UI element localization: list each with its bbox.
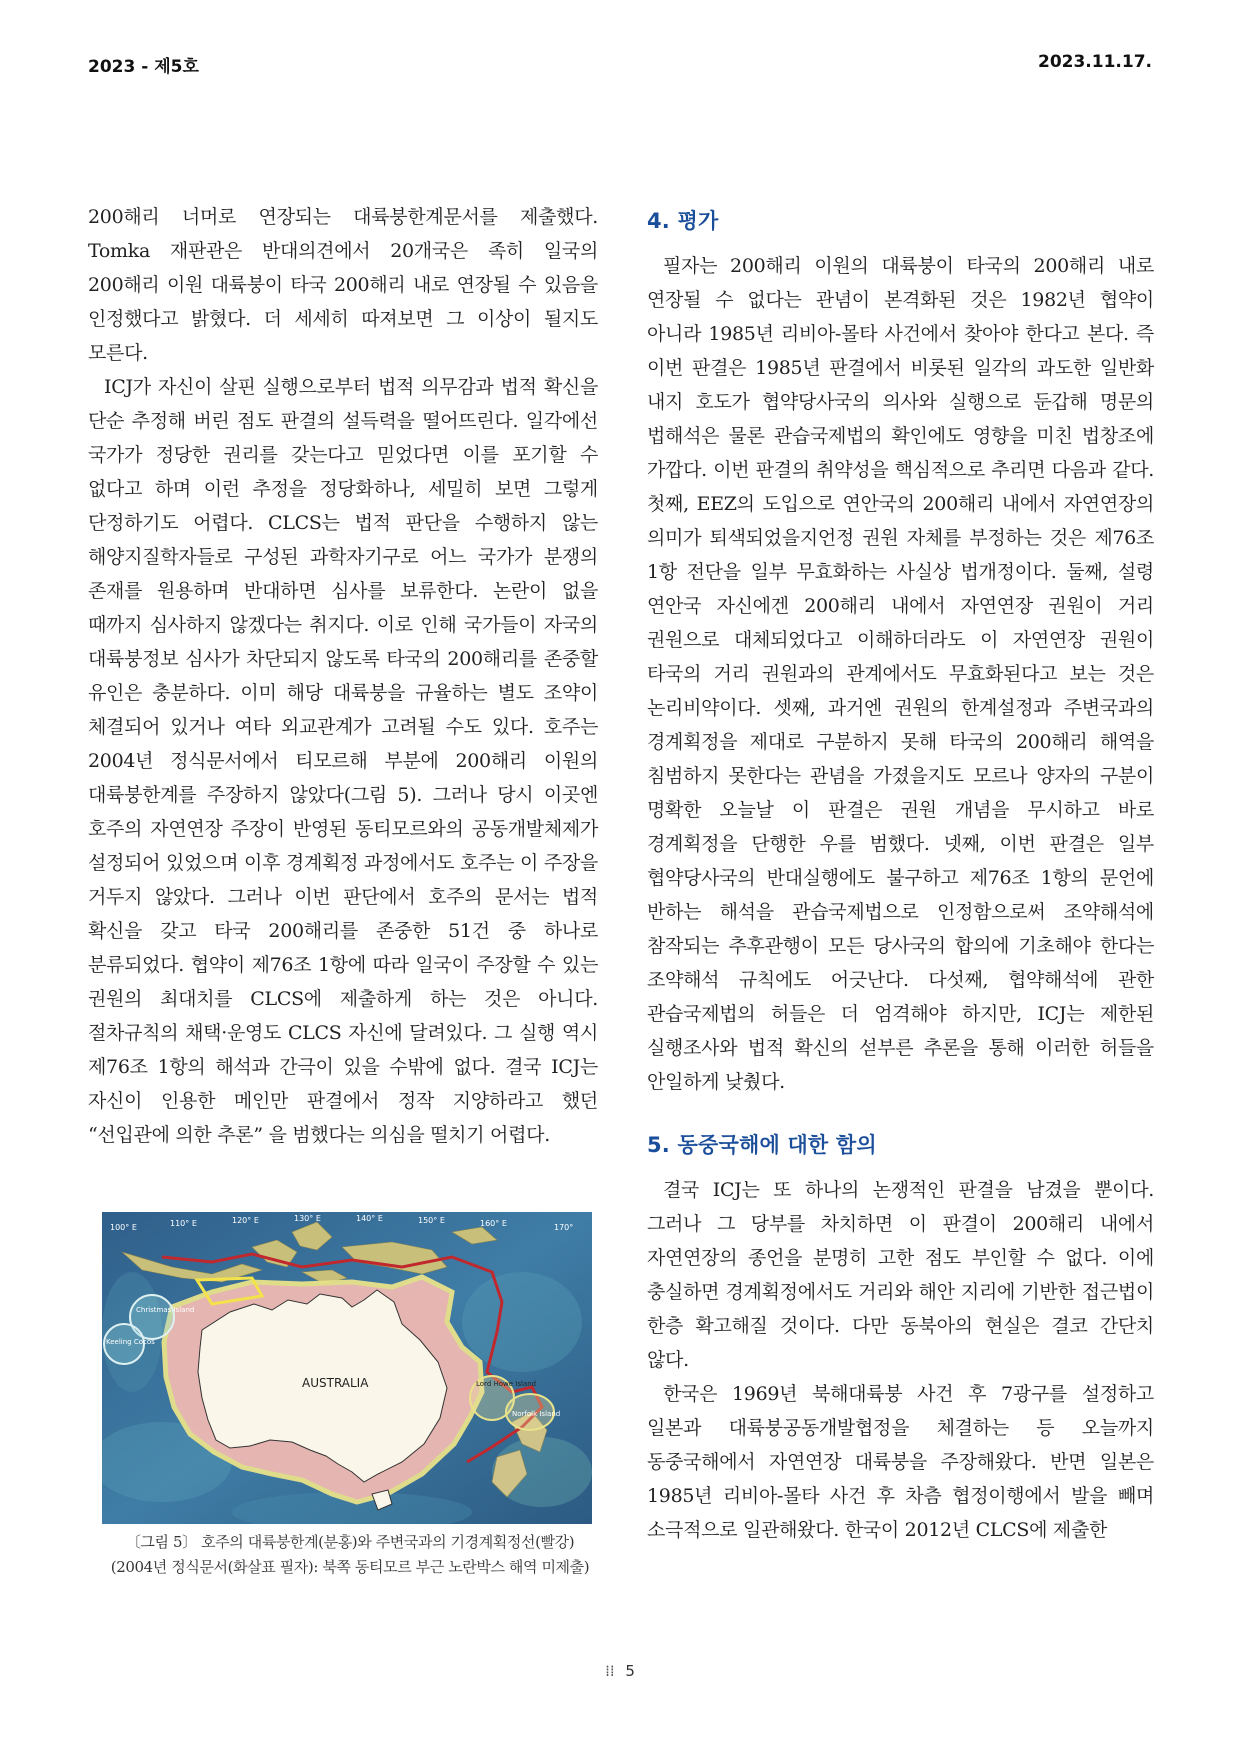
issue-number: 2023 - 제5호 <box>88 57 199 77</box>
norfolk-label: Norfolk Island <box>512 1410 561 1418</box>
australia-continental-shelf-map <box>102 1212 592 1524</box>
caption-line: (2004년 정식문서(화살표 필자): 북쪽 동티모르 부근 노란박스 해역 미제출) <box>110 1558 590 1576</box>
left-column <box>88 200 598 1152</box>
lon-label: 150° E <box>418 1216 445 1225</box>
australia-label: AUSTRALIA <box>302 1376 369 1390</box>
section-4-title: 4. 평가 <box>647 209 719 233</box>
christmas-island-label: Christmas Island <box>136 1306 195 1314</box>
lon-label: 130° E <box>294 1214 321 1223</box>
cocos-island-label: Keeling Cocos <box>106 1338 155 1346</box>
lon-label: 100° E <box>110 1223 137 1232</box>
page-footer <box>0 1662 1240 1680</box>
page-header <box>88 52 1152 82</box>
lon-label: 160° E <box>480 1219 507 1228</box>
figure-caption <box>100 1530 600 1580</box>
lon-label: 120° E <box>232 1216 259 1225</box>
body-paragraph: 결국 ICJ는 또 하나의 논쟁적인 판결을 남겼을 뿐이다. 그러나 그 당부를 차치하면 이 판결이 200해리 내에서 자연연장의 종언을 분명히 고한 점도 부인할 수 없다. 이에 충실하면 경계획정에서도 거리와 해안 지리에 기반한 접근법이 한층 확고해질 것이다. 다만 동북아의 현실은 결코 간단치 않다. <box>647 1179 1154 1371</box>
lon-label: 110° E <box>170 1219 197 1228</box>
section-5-title: 5. 동중국해에 대한 함의 <box>647 1133 877 1157</box>
body-paragraph: 200해리 너머로 연장되는 대륙붕한계문서를 제출했다. Tomka 재판관은 반대의견에서 20개국은 족히 일국의 200해리 이원 대륙붕이 타국 200해리 내로 연장될 수 있음을 인정했다고 밝혔다. 더 세세히 따져보면 그 이상이 될지도 모른다. <box>88 206 598 364</box>
body-paragraph: ICJ가 자신이 살핀 실행으로부터 법적 의무감과 법적 확신을 단순 추정해 버린 점도 판결의 설득력을 떨어뜨린다. 일각에선 국가가 정당한 권리를 갖는다고 믿었다면 이를 포기할 수 없다고 하며 이런 추정을 정당화하나, 세밀히 보면 그렇게 단정하기도 어렵다. CLCS는 법적 판단을 수행하지 않는 해양지질학자들로 구성된 과학자기구로 어느 국가가 분쟁의 존재를 원용하며 반대하면 심사를 보류한다. 논란이 없을 때까지 심사하지 않겠다는 취지다. 이로 인해 국가들이 자국의 대륙붕정보 심사가 차단되지 않도록 타국의 200해리를 존중할 유인은 충분하다. 이미 해당 대륙붕을 규율하는 별도 조약이 체결되어 있거나 여타 외교관계가 고려될 수도 있다. 호주는 2004년 정식문서에서 티모르해 부분에 200해리 이원의 대륙붕한계를 주장하지 않았다(그림 5). 그러나 당시 이곳엔 호주의 자연연장 주장이 반영된 동티모르와의 공동개발체제가 설정되어 있었으며 이후 경계획정 과정에서도 호주는 이 주장을 거두지 않았다. 그러나 이번 판단에서 호주의 문서는 법적 확신을 갖고 타국 200해리를 존중한 51건 중 하나로 분류되었다. 협약이 제76조 1항에 따라 일국이 주장할 수 있는 권원의 최대치를 CLCS에 제출하게 하는 것은 아니다. 절차규칙의 채택·운영도 CLCS 자신에 달려있다. 그 실행 역시 제76조 1항의 해석과 간극이 있을 수밖에 없다. 결국 ICJ는 자신이 인용한 메인만 판결에서 정작 지양하라고 했던 “선입관에 의한 추론” 을 범했다는 의심을 떨치기 어렵다. <box>88 376 598 1146</box>
lon-label: 140° E <box>356 1214 383 1223</box>
footer-dots-icon: ⁞⁞ <box>605 1662 615 1680</box>
lord-howe-label: Lord Howe Island <box>476 1380 537 1388</box>
issue-date: 2023.11.17. <box>1037 52 1152 72</box>
caption-line: 〔그림 5〕 호주의 대륙붕한계(분홍)와 주변국과의 기경계획정선(빨강) <box>125 1533 575 1551</box>
right-column <box>647 205 1154 1547</box>
page-number: 5 <box>625 1662 635 1680</box>
lon-label: 170° <box>554 1223 574 1232</box>
body-paragraph: 필자는 200해리 이원의 대륙붕이 타국의 200해리 내로 연장될 수 없다는 관념이 본격화된 것은 1982년 협약이 아니라 1985년 리비아-몰타 사건에서 찾아야 한다고 본다. 즉 이번 판결은 1985년 판결에서 비롯된 일각의 과도한 일반화 내지 호도가 협약당사국의 의사와 실행으로 둔갑해 명문의 법해석은 물론 관습국제법의 확인에도 영향을 미친 법창조에 가깝다. 이번 판결의 취약성을 핵심적으로 추리면 다음과 같다. 첫째, EEZ의 도입으로 연안국의 200해리 내에서 자연연장의 의미가 퇴색되었을지언정 권원 자체를 부정하는 것은 제76조 1항 전단을 일부 무효화하는 사실상 법개정이다. 둘째, 설령 연안국 자신에겐 200해리 내에서 자연연장 권원이 거리 권원으로 대체되었다고 이해하더라도 이 자연연장 권원이 타국의 거리 권원과의 관계에서도 무효화된다고 보는 것은 논리비약이다. 셋째, 과거엔 권원의 한계설정과 주변국과의 경계획정을 제대로 구분하지 못해 타국의 200해리 해역을 침범하지 못한다는 관념을 가졌을지도 모르나 양자의 구분이 명확한 오늘날 이 판결은 권원 개념을 무시하고 바로 경계획정을 단행한 우를 범했다. 넷째, 이번 판결은 일부 협약당사국의 반대실행에도 불구하고 제76조 1항의 문언에 반하는 해석을 관습국제법으로 인정함으로써 조약해석에 참작되는 추후관행이 모든 당사국의 합의에 기초해야 한다는 조약해석 규칙에도 어긋난다. 다섯째, 협약해석에 관한 관습국제법의 허들은 더 엄격해야 하지만, ICJ는 제한된 실행조사와 법적 확신의 섣부른 추론을 통해 이러한 허들을 안일하게 낮췄다. <box>647 255 1154 1093</box>
body-paragraph: 한국은 1969년 북해대륙붕 사건 후 7광구를 설정하고 일본과 대륙붕공동개발협정을 체결하는 등 오늘까지 동중국해에서 자연연장 대륙붕을 주장해왔다. 반면 일본은 1985년 리비아-몰타 사건 후 차츰 협정이행에서 발을 빼며 소극적으로 일관해왔다. 한국이 2012년 CLCS에 제출한 <box>647 1383 1154 1541</box>
map-graphic <box>102 1212 592 1524</box>
